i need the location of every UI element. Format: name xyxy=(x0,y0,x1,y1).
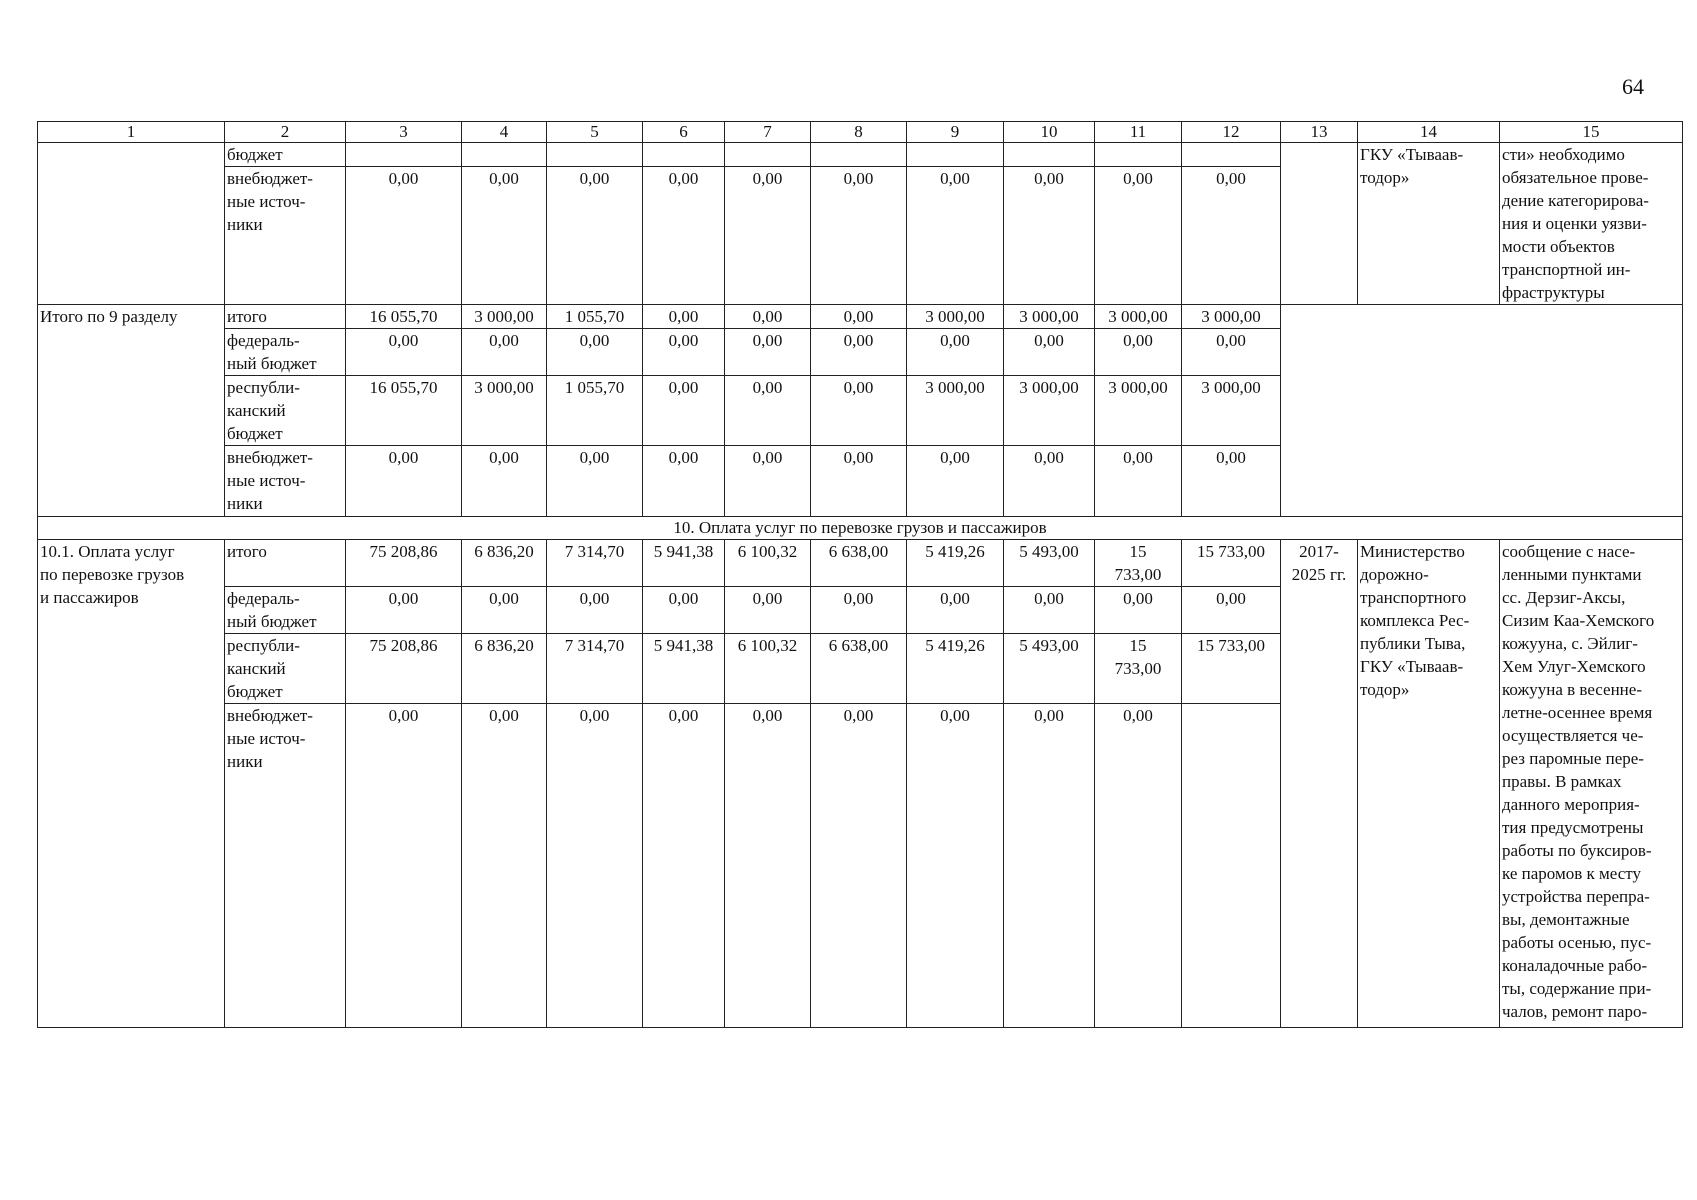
value-cell: 0,00 xyxy=(811,376,907,446)
value-cell: 0,00 xyxy=(1095,446,1182,517)
value-cell: 0,00 xyxy=(346,446,462,517)
row-label: федераль- ный бюджет xyxy=(225,329,346,376)
value-cell: 0,00 xyxy=(725,704,811,1028)
value-cell: 0,00 xyxy=(725,329,811,376)
value-cell: 0,00 xyxy=(547,329,643,376)
value-cell: 0,00 xyxy=(643,376,725,446)
value-cell: 0,00 xyxy=(907,329,1004,376)
value-cell: 0,00 xyxy=(643,305,725,329)
executor-cell: ГКУ «Тываав- тодор» xyxy=(1358,143,1500,305)
value-cell: 0,00 xyxy=(1182,587,1281,634)
value-cell: 15 733,00 xyxy=(1095,634,1182,704)
value-cell: 3 000,00 xyxy=(462,305,547,329)
value-cell: 0,00 xyxy=(547,167,643,305)
column-header: 11 xyxy=(1095,122,1182,143)
executor-cell: Министерство дорожно- транспортного комплекса Рес- публики Тыва, ГКУ «Тываав- тодор» xyxy=(1358,540,1500,1028)
value-cell: 6 638,00 xyxy=(811,634,907,704)
column-header: 3 xyxy=(346,122,462,143)
value-cell: 0,00 xyxy=(907,446,1004,517)
column-header: 4 xyxy=(462,122,547,143)
value-cell: 5 493,00 xyxy=(1004,634,1095,704)
item-label: 10.1. Оплата услуг по перевозке грузов и пассажиров xyxy=(38,540,225,1028)
value-cell: 0,00 xyxy=(643,167,725,305)
value-cell: 3 000,00 xyxy=(1095,305,1182,329)
header-row xyxy=(38,122,1683,143)
value-cell: 3 000,00 xyxy=(1004,376,1095,446)
row-label: республи- канский бюджет xyxy=(225,376,346,446)
value-cell: 0,00 xyxy=(346,167,462,305)
value-cell: 0,00 xyxy=(643,329,725,376)
value-cell: 0,00 xyxy=(643,704,725,1028)
row-label: итого xyxy=(225,305,346,329)
value-cell: 0,00 xyxy=(725,376,811,446)
value-cell: 5 941,38 xyxy=(643,540,725,587)
total-label: Итого по 9 разделу xyxy=(38,305,225,517)
value-cell: 16 055,70 xyxy=(346,305,462,329)
value-cell: 6 836,20 xyxy=(462,540,547,587)
value-cell: 0,00 xyxy=(462,329,547,376)
value-cell: 3 000,00 xyxy=(1095,376,1182,446)
table-row xyxy=(38,305,1683,329)
value-cell: 3 000,00 xyxy=(907,376,1004,446)
row-label: внебюджет- ные источ- ники xyxy=(225,446,346,517)
value-cell: 0,00 xyxy=(811,704,907,1028)
value-cell: 3 000,00 xyxy=(462,376,547,446)
column-header: 1 xyxy=(38,122,225,143)
value-cell: 6 638,00 xyxy=(811,540,907,587)
column-header: 5 xyxy=(547,122,643,143)
value-cell: 0,00 xyxy=(346,704,462,1028)
blank-cell xyxy=(38,143,225,305)
value-cell: 0,00 xyxy=(725,446,811,517)
row-label: внебюджет- ные источ- ники xyxy=(225,167,346,305)
section-title: 10. Оплата услуг по перевозке грузов и пассажиров xyxy=(38,517,1683,540)
value-cell xyxy=(1182,704,1281,1028)
value-cell: 1 055,70 xyxy=(547,305,643,329)
column-header: 15 xyxy=(1500,122,1683,143)
column-header: 13 xyxy=(1281,122,1358,143)
value-cell: 0,00 xyxy=(811,329,907,376)
value-cell: 0,00 xyxy=(462,587,547,634)
value-cell: 7 314,70 xyxy=(547,540,643,587)
column-header: 2 xyxy=(225,122,346,143)
value-cell: 6 100,32 xyxy=(725,540,811,587)
value-cell: 0,00 xyxy=(725,167,811,305)
value-cell: 0,00 xyxy=(1095,167,1182,305)
value-cell: 1 055,70 xyxy=(547,376,643,446)
row-label: бюджет xyxy=(225,143,346,167)
row-label: федераль- ный бюджет xyxy=(225,587,346,634)
value-cell: 75 208,86 xyxy=(346,540,462,587)
period-cell xyxy=(1281,143,1358,305)
row-label: внебюджет- ные источ- ники xyxy=(225,704,346,1028)
value-cell: 0,00 xyxy=(462,167,547,305)
value-cell: 75 208,86 xyxy=(346,634,462,704)
value-cell: 0,00 xyxy=(1182,446,1281,517)
value-cell: 0,00 xyxy=(1182,167,1281,305)
value-cell: 15 733,00 xyxy=(1095,540,1182,587)
value-cell: 0,00 xyxy=(1095,704,1182,1028)
value-cell: 0,00 xyxy=(811,167,907,305)
value-cell: 0,00 xyxy=(811,305,907,329)
value-cell: 3 000,00 xyxy=(1182,305,1281,329)
page-number: 64 xyxy=(1622,74,1644,99)
value-cell: 5 941,38 xyxy=(643,634,725,704)
value-cell: 6 836,20 xyxy=(462,634,547,704)
value-cell: 0,00 xyxy=(1004,446,1095,517)
budget-table xyxy=(37,121,1683,1028)
value-cell: 3 000,00 xyxy=(1182,376,1281,446)
value-cell: 15 733,00 xyxy=(1182,540,1281,587)
value-cell: 0,00 xyxy=(547,704,643,1028)
value-cell: 0,00 xyxy=(907,167,1004,305)
value-cell: 7 314,70 xyxy=(547,634,643,704)
value-cell: 15 733,00 xyxy=(1182,634,1281,704)
column-header: 9 xyxy=(907,122,1004,143)
value-cell: 16 055,70 xyxy=(346,376,462,446)
section-row xyxy=(38,517,1683,540)
value-cell: 0,00 xyxy=(1004,704,1095,1028)
value-cell: 0,00 xyxy=(643,446,725,517)
blank-cell xyxy=(1281,305,1683,517)
column-header: 7 xyxy=(725,122,811,143)
row-label: итого xyxy=(225,540,346,587)
value-cell: 3 000,00 xyxy=(907,305,1004,329)
value-cell: 0,00 xyxy=(462,446,547,517)
table-row xyxy=(38,143,1683,167)
column-header: 14 xyxy=(1358,122,1500,143)
value-cell: 0,00 xyxy=(1004,329,1095,376)
column-header: 12 xyxy=(1182,122,1281,143)
value-cell: 0,00 xyxy=(1004,587,1095,634)
value-cell: 0,00 xyxy=(547,587,643,634)
value-cell: 0,00 xyxy=(725,305,811,329)
value-cell: 5 419,26 xyxy=(907,540,1004,587)
note-cell: сти» необходимо обязательное прове- дение категорирова- ния и оценки уязви- мости объектов транспортной ин- фраструктуры xyxy=(1500,143,1683,305)
value-cell: 0,00 xyxy=(547,446,643,517)
value-cell: 5 493,00 xyxy=(1004,540,1095,587)
value-cell: 0,00 xyxy=(346,587,462,634)
value-cell: 0,00 xyxy=(907,704,1004,1028)
value-cell: 0,00 xyxy=(1095,587,1182,634)
value-cell: 0,00 xyxy=(1182,329,1281,376)
row-label: республи- канский бюджет xyxy=(225,634,346,704)
note-cell: сообщение с насе- ленными пунктами сс. Дерзиг-Аксы, Сизим Каа-Хемского кожууна, с. Эйлиг- Хем Улуг-Хемского кожууна в весенне- летне-осеннее время осуществляется че- рез паромные пере- правы. В рамках данного мероприя- тия предусмотрены работы по буксиров- ке паромов к месту устройства перепра- вы, демонтажные работы осенью, пус- коналадочные рабо- ты, содержание при- чалов, ремонт паро- xyxy=(1500,540,1683,1028)
table-row xyxy=(38,540,1683,587)
value-cell: 0,00 xyxy=(725,587,811,634)
column-header: 10 xyxy=(1004,122,1095,143)
value-cell: 6 100,32 xyxy=(725,634,811,704)
value-cell: 3 000,00 xyxy=(1004,305,1095,329)
value-cell: 0,00 xyxy=(811,446,907,517)
period-cell: 2017- 2025 гг. xyxy=(1281,540,1358,1028)
value-cell: 0,00 xyxy=(811,587,907,634)
value-cell: 0,00 xyxy=(907,587,1004,634)
value-cell: 0,00 xyxy=(1095,329,1182,376)
value-cell: 0,00 xyxy=(643,587,725,634)
column-header: 6 xyxy=(643,122,725,143)
value-cell: 0,00 xyxy=(346,329,462,376)
value-cell: 5 419,26 xyxy=(907,634,1004,704)
value-cell: 0,00 xyxy=(462,704,547,1028)
value-cell: 0,00 xyxy=(1004,167,1095,305)
column-header: 8 xyxy=(811,122,907,143)
